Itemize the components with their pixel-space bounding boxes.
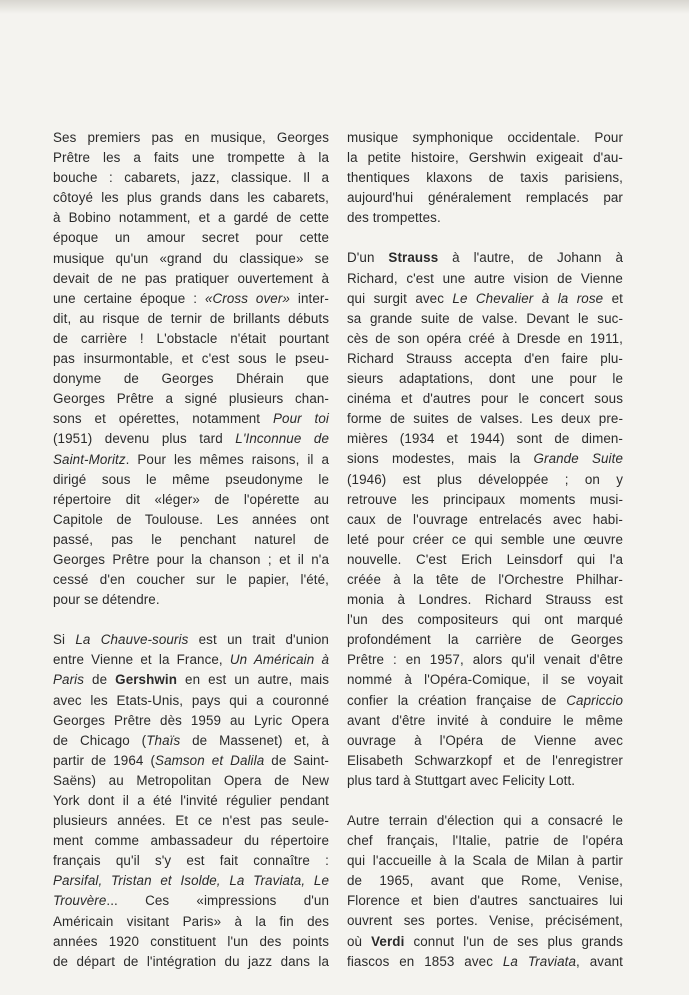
- text-run: bouche : cabarets, jazz, classique. Il a: [53, 170, 329, 186]
- text-line: [53, 831, 329, 851]
- text-line: [347, 851, 623, 871]
- text-run: sions modestes, mais la: [347, 451, 534, 467]
- text-run: confier la création française de: [347, 692, 567, 708]
- text-run: mières (1934 et 1944) sont de dimen-: [347, 431, 623, 447]
- text-line: [347, 470, 623, 490]
- text-run: cinéma et d'autres pour le concert sous: [347, 391, 623, 407]
- text-run: qui surgit avec: [347, 290, 453, 306]
- paragraph: [347, 128, 623, 228]
- italic-title: La Chauve-souris: [75, 632, 189, 648]
- text-run: la petite histoire, Gershwin exigeait d'au-: [347, 150, 623, 166]
- italic-title: Saint-Moritz: [53, 451, 126, 467]
- text-run: entre Vienne et la France,: [53, 652, 230, 668]
- text-line: [347, 429, 623, 449]
- text-run: aujourd'hui généralement remplacés par: [347, 190, 623, 206]
- text-run: nommé à l'Opéra-Comique, il se voyait: [347, 672, 623, 688]
- text-line: [53, 148, 329, 168]
- text-line: [347, 409, 623, 429]
- text-line: [347, 731, 623, 751]
- text-line: [53, 891, 329, 911]
- text-line: [53, 932, 329, 952]
- text-run: dit, au risque de ternir de brillants débuts: [53, 310, 329, 326]
- text-line: [53, 168, 329, 188]
- text-line: [347, 208, 623, 228]
- text-line: [53, 691, 329, 711]
- text-line: [53, 630, 329, 650]
- text-run: qui l'accueille à la Scala de Milan à partir: [347, 853, 623, 869]
- text-run: répertoire dit «léger» de l'opérette au: [53, 491, 329, 507]
- text-line: [347, 952, 623, 972]
- text-line: [347, 248, 623, 268]
- bold-name: Verdi: [371, 933, 405, 949]
- text-run: époque un amour secret pour cette: [53, 230, 329, 246]
- text-line: [53, 670, 329, 690]
- text-line: [53, 429, 329, 449]
- text-line: [53, 450, 329, 470]
- text-line: [53, 711, 329, 731]
- text-run: Américain visitant Paris» à la fin des: [53, 913, 329, 929]
- text-run: avant d'être invité à conduire le même: [347, 712, 623, 728]
- text-line: [347, 449, 623, 469]
- text-line: [53, 650, 329, 670]
- text-run: cessé d'en coucher sur le papier, l'été,: [53, 572, 329, 588]
- text-run: Georges Prêtre dès 1959 au Lyric Opera: [53, 712, 329, 728]
- text-run: . Pour les mêmes raisons, il a: [125, 451, 329, 467]
- text-run: où: [347, 933, 372, 949]
- text-line: [53, 470, 329, 490]
- text-line: [53, 530, 329, 550]
- text-line: [53, 871, 329, 891]
- text-run: ment comme ambassadeur du répertoire: [53, 833, 329, 849]
- text-run: est un trait d'union: [188, 632, 329, 648]
- italic-title: Le Chevalier à la rose: [452, 290, 604, 306]
- bold-name: Strauss: [388, 250, 439, 266]
- text-run: ... Ces «impressions d'un: [106, 893, 329, 909]
- text-run: une certaine époque :: [53, 290, 205, 306]
- text-run: Richard, c'est une autre vision de Vienne: [347, 270, 623, 286]
- italic-title: L'Inconnue de: [235, 431, 329, 447]
- text-run: l'un des compositeurs qui ont marqué: [347, 612, 623, 628]
- text-line: [347, 650, 623, 670]
- text-line: [347, 289, 623, 309]
- text-line: [347, 932, 623, 952]
- text-line: [53, 208, 329, 228]
- text-line: [53, 851, 329, 871]
- italic-title: Paris: [53, 672, 85, 688]
- text-run: York dont il a été l'invité régulier pendant: [53, 793, 329, 808]
- text-line: [347, 389, 623, 409]
- text-line: [53, 329, 329, 349]
- text-run: cès de son opéra créé à Dresde en 1911,: [347, 330, 623, 346]
- italic-title: Capriccio: [566, 692, 623, 708]
- text-line: [347, 711, 623, 731]
- text-run: (1946) est plus développée ; on y: [347, 471, 623, 487]
- italic-title: Parsifal, Tristan et Isolde, La Traviata, Le: [53, 873, 329, 889]
- text-run: sons et opérettes, notamment: [53, 411, 273, 427]
- text-run: Capitole de Toulouse. Les années ont: [53, 511, 329, 527]
- text-line: [347, 610, 623, 630]
- text-line: [347, 530, 623, 550]
- text-line: [53, 510, 329, 530]
- text-run: devait de ne pas pratiquer ouvertement à: [53, 270, 329, 286]
- italic-title: Grande Suite: [533, 451, 623, 467]
- bold-name: Gershwin: [115, 672, 177, 688]
- paragraph: [347, 248, 623, 791]
- text-run: avec les Etats-Unis, pays qui a couronné: [53, 692, 329, 708]
- text-run: côtoyé les plus grands dans les cabarets,: [53, 190, 329, 206]
- text-run: pas insurmontable, et c'est sous le pseu-: [53, 351, 329, 367]
- text-run: Georges Prêtre pour la chanson ; et il n'a: [53, 551, 329, 567]
- italic-title: Samson et Dalila: [155, 752, 265, 768]
- text-run: pour se détendre.: [53, 592, 160, 608]
- text-line: [53, 590, 329, 610]
- paragraph: [347, 811, 623, 972]
- text-run: Prêtre les a faits une trompette à la: [53, 150, 329, 166]
- text-run: Florence et bien d'autres sanctuaires lui: [347, 893, 623, 909]
- text-run: Elisabeth Schwarzkopf et de l'enregistrer: [347, 752, 623, 768]
- text-line: [347, 168, 623, 188]
- text-line: [53, 349, 329, 369]
- text-line: [347, 590, 623, 610]
- text-line: [53, 309, 329, 329]
- text-line: [53, 952, 329, 972]
- text-line: [347, 269, 623, 289]
- italic-title: «Cross over»: [204, 290, 290, 306]
- text-line: [347, 751, 623, 771]
- text-line: [347, 630, 623, 650]
- text-run: Saëns) au Metropolitan Opera de New: [53, 772, 329, 788]
- text-run: dirigé sous le même pseudonyme le: [53, 471, 329, 487]
- text-run: ouvrent ses portes. Venise, précisément,: [347, 913, 623, 929]
- text-line: [53, 369, 329, 389]
- text-run: connut l'un de ses plus grands: [404, 933, 623, 949]
- text-run: D'un: [347, 250, 389, 266]
- left-column: [53, 128, 329, 972]
- text-run: Si: [53, 632, 76, 648]
- text-line: [347, 309, 623, 329]
- text-line: [347, 148, 623, 168]
- text-run: caux de l'ouvrage entrelacés avec habi-: [347, 511, 623, 527]
- text-line: [53, 490, 329, 510]
- text-line: [53, 570, 329, 590]
- text-run: de Chicago (: [53, 732, 147, 748]
- text-line: [53, 409, 329, 429]
- text-run: en est un autre, mais: [177, 672, 329, 688]
- text-run: Richard Strauss accepta d'en faire plu-: [347, 350, 623, 366]
- text-run: musique qu'un «grand du classique» se: [53, 250, 329, 266]
- text-run: plus tard à Stuttgart avec Felicity Lott.: [347, 772, 576, 788]
- text-run: Autre terrain d'élection qui a consacré le: [347, 813, 623, 828]
- text-line: [347, 128, 623, 148]
- text-line: [53, 811, 329, 831]
- text-run: de départ de l'intégration du jazz dans la: [53, 953, 329, 969]
- italic-title: Thaïs: [146, 732, 181, 748]
- text-run: sieurs adaptations, dont une pour le: [347, 371, 623, 387]
- text-line: [53, 912, 329, 932]
- text-line: [53, 289, 329, 309]
- text-run: de: [84, 672, 116, 688]
- text-line: [53, 791, 329, 811]
- right-column: [347, 128, 623, 972]
- text-line: [347, 570, 623, 590]
- text-run: profondément la carrière de Georges: [347, 632, 623, 648]
- text-line: [53, 128, 329, 148]
- text-run: leté pour créer ce qui semble une œuvre: [347, 531, 623, 547]
- text-line: [347, 490, 623, 510]
- text-run: de Massenet) et, à: [180, 732, 330, 748]
- text-run: à l'autre, de Johann à: [438, 250, 623, 266]
- text-line: [53, 550, 329, 570]
- text-run: Prêtre : en 1957, alors qu'il venait d'être: [347, 652, 623, 668]
- italic-title: La Traviata: [502, 953, 577, 969]
- text-run: français qu'il s'y est fait connaître :: [53, 853, 329, 869]
- text-line: [53, 771, 329, 791]
- paragraph: [53, 128, 329, 610]
- text-run: , avant: [576, 953, 623, 969]
- text-line: [53, 249, 329, 269]
- text-run: de 1965, avant que Rome, Venise,: [347, 873, 623, 889]
- text-run: sa grande suite de valse. Devant le suc-: [347, 310, 623, 326]
- text-line: [347, 691, 623, 711]
- text-run: Ses premiers pas en musique, Georges: [53, 130, 329, 145]
- text-line: [53, 389, 329, 409]
- text-run: de carrière ! L'obstacle n'était pourtant: [53, 330, 329, 346]
- text-run: thentiques klaxons de taxis parisiens,: [347, 170, 623, 186]
- text-run: forme de suites de valses. Les deux pre-: [347, 411, 623, 427]
- text-run: partir de 1964 (: [53, 752, 156, 768]
- text-run: à Bobino notamment, et a gardé de cette: [53, 210, 329, 226]
- text-line: [347, 811, 623, 831]
- text-run: créée à la tête de l'Orchestre Philhar-: [347, 571, 623, 587]
- text-run: et: [603, 290, 623, 306]
- italic-title: Un Américain à: [229, 652, 329, 668]
- text-run: de Saint-: [264, 752, 329, 768]
- text-line: [53, 228, 329, 248]
- text-run: Georges Prêtre a signé plusieurs chan-: [53, 391, 329, 407]
- text-run: fiascos en 1853 avec: [347, 953, 503, 969]
- text-run: chef français, l'Italie, patrie de l'opéra: [347, 833, 623, 849]
- text-line: [53, 269, 329, 289]
- text-line: [347, 329, 623, 349]
- text-run: inter-: [289, 290, 329, 306]
- text-line: [347, 369, 623, 389]
- text-line: [53, 188, 329, 208]
- italic-title: Trouvère: [53, 893, 107, 909]
- text-run: années 1920 constituent l'un des points: [53, 933, 329, 949]
- text-run: donyme de Georges Dhérain que: [53, 371, 329, 387]
- text-run: (1951) devenu plus tard: [53, 431, 236, 447]
- scan-edge-shadow: [0, 0, 689, 14]
- italic-title: Pour toi: [272, 411, 329, 427]
- text-line: [347, 188, 623, 208]
- text-line: [347, 510, 623, 530]
- text-run: musique symphonique occidentale. Pour: [347, 130, 623, 145]
- text-run: retrouve les principaux moments musi-: [347, 491, 623, 507]
- text-line: [347, 911, 623, 931]
- text-line: [347, 871, 623, 891]
- text-line: [347, 831, 623, 851]
- text-line: [53, 751, 329, 771]
- text-run: passé, pas le penchant naturel de: [53, 531, 329, 547]
- text-line: [347, 550, 623, 570]
- text-line: [347, 670, 623, 690]
- text-line: [347, 891, 623, 911]
- text-run: des trompettes.: [347, 210, 441, 226]
- text-run: plusieurs années. Et ce n'est pas seule-: [53, 813, 329, 829]
- text-line: [53, 731, 329, 751]
- text-line: [347, 771, 623, 791]
- text-run: ouvrage à l'Opéra de Vienne avec: [347, 732, 623, 748]
- paragraph: [53, 630, 329, 972]
- text-run: monia à Londres. Richard Strauss est: [347, 592, 623, 608]
- text-run: nouvelle. C'est Erich Leinsdorf qui l'a: [347, 551, 623, 567]
- text-line: [347, 349, 623, 369]
